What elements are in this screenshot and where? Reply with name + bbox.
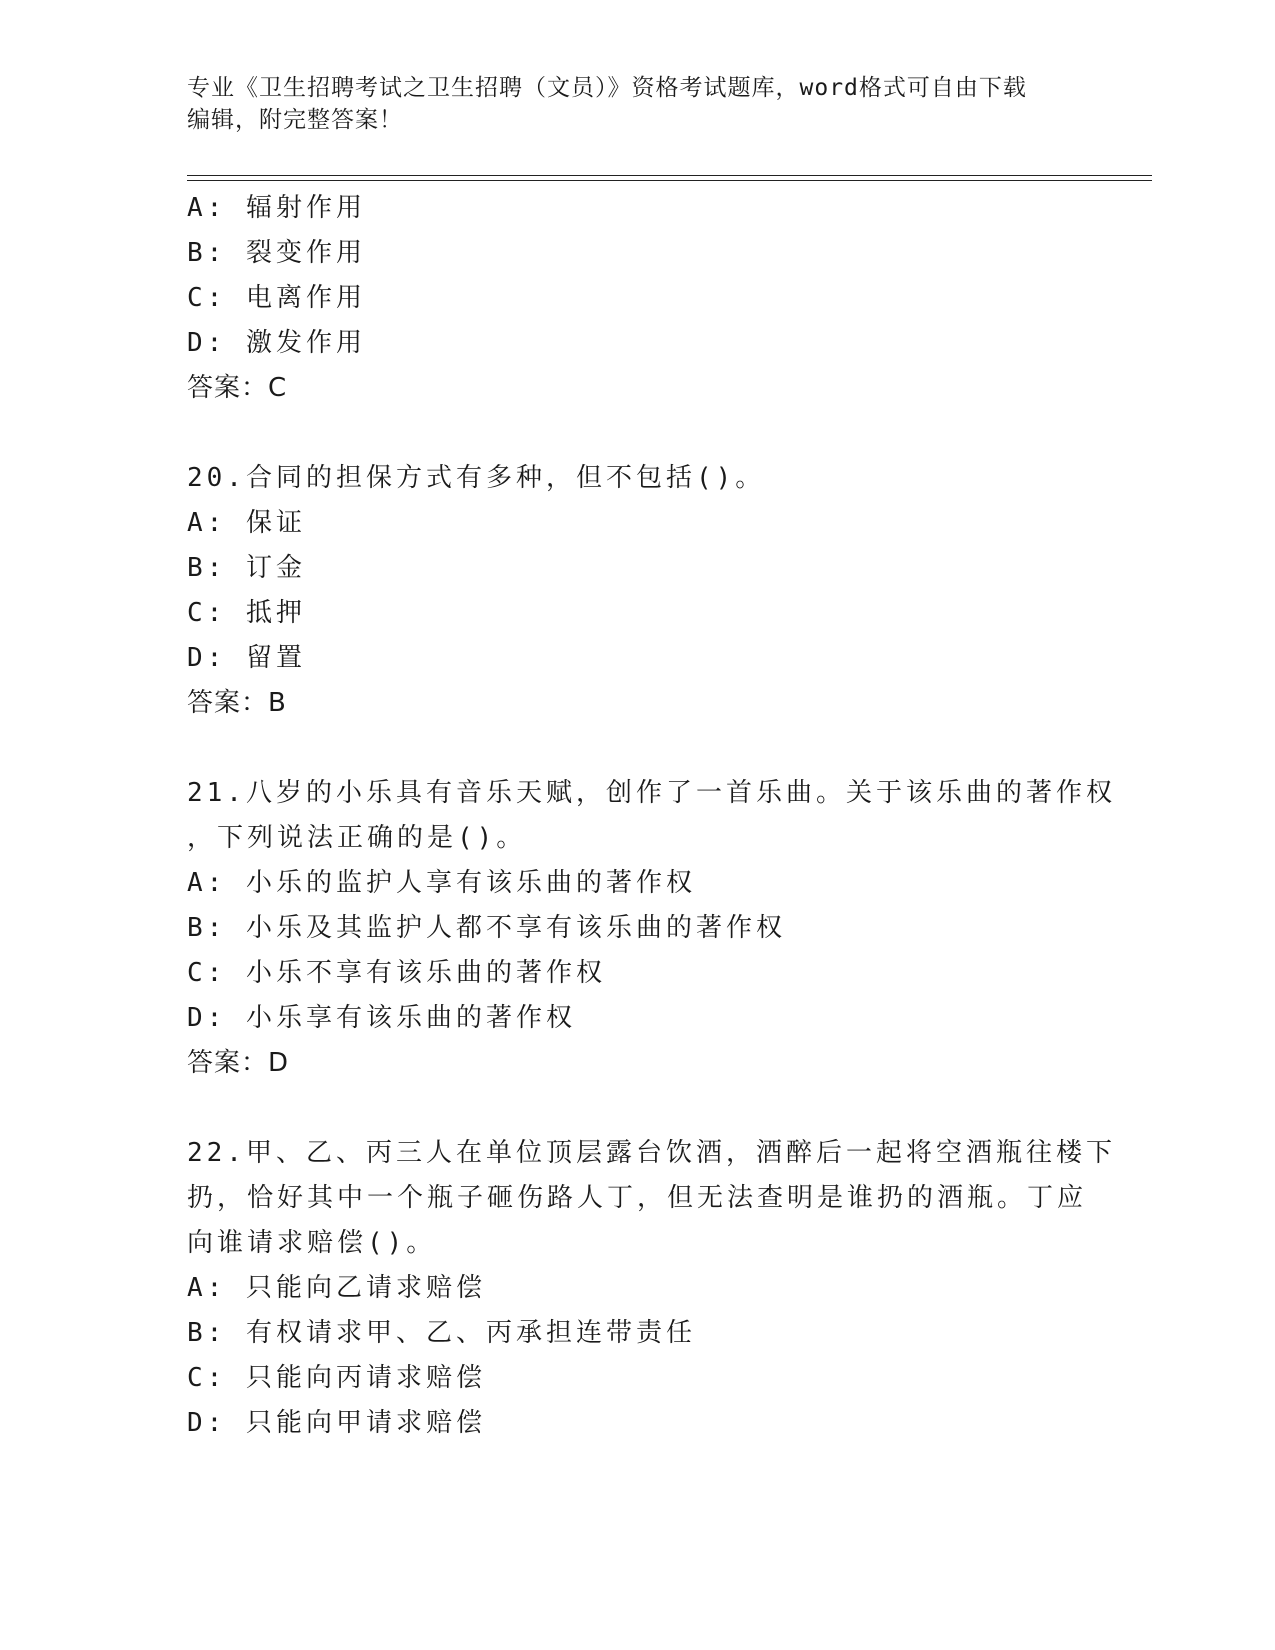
q19-option-b: B: 裂变作用 — [187, 238, 366, 268]
q22-option-d: D: 只能向甲请求赔偿 — [187, 1408, 486, 1438]
header-line-2: 编辑，附完整答案！ — [187, 107, 403, 133]
q22-stem-line-1: 22.甲、乙、丙三人在单位顶层露台饮酒，酒醉后一起将空酒瓶往楼下 — [187, 1138, 1116, 1168]
q19-answer: 答案：C — [187, 373, 288, 403]
q21-option-c: C: 小乐不享有该乐曲的著作权 — [187, 958, 606, 988]
q20-answer: 答案：B — [187, 688, 287, 718]
q19-option-c: C: 电离作用 — [187, 283, 366, 313]
q21-stem-line-1: 21.八岁的小乐具有音乐天赋，创作了一首乐曲。关于该乐曲的著作权 — [187, 778, 1116, 808]
q20-option-b: B: 订金 — [187, 553, 306, 583]
header-divider-top — [187, 175, 1152, 176]
q22-stem-line-2: 扔，恰好其中一个瓶子砸伤路人丁，但无法查明是谁扔的酒瓶。丁应 — [187, 1183, 1088, 1213]
q21-option-b: B: 小乐及其监护人都不享有该乐曲的著作权 — [187, 913, 786, 943]
q21-option-a: A: 小乐的监护人享有该乐曲的著作权 — [187, 868, 696, 898]
q20-stem: 20.合同的担保方式有多种，但不包括()。 — [187, 463, 766, 493]
header-divider-bottom — [187, 180, 1152, 181]
q19-option-a: A: 辐射作用 — [187, 193, 366, 223]
q22-option-a: A: 只能向乙请求赔偿 — [187, 1273, 486, 1303]
q19-option-d: D: 激发作用 — [187, 328, 366, 358]
q22-stem-line-3: 向谁请求赔偿()。 — [187, 1228, 437, 1258]
q21-answer: 答案：D — [187, 1048, 290, 1078]
document-header — [187, 72, 1087, 136]
q20-option-a: A: 保证 — [187, 508, 306, 538]
q21-stem-line-2: ，下列说法正确的是()。 — [187, 823, 527, 853]
header-line-1: 专业《卫生招聘考试之卫生招聘（文员）》资格考试题库，word格式可自由下载 — [187, 75, 1027, 101]
q20-option-d: D: 留置 — [187, 643, 306, 673]
q22-option-b: B: 有权请求甲、乙、丙承担连带责任 — [187, 1318, 696, 1348]
q21-option-d: D: 小乐享有该乐曲的著作权 — [187, 1003, 576, 1033]
q20-option-c: C: 抵押 — [187, 598, 306, 628]
q22-option-c: C: 只能向丙请求赔偿 — [187, 1363, 486, 1393]
